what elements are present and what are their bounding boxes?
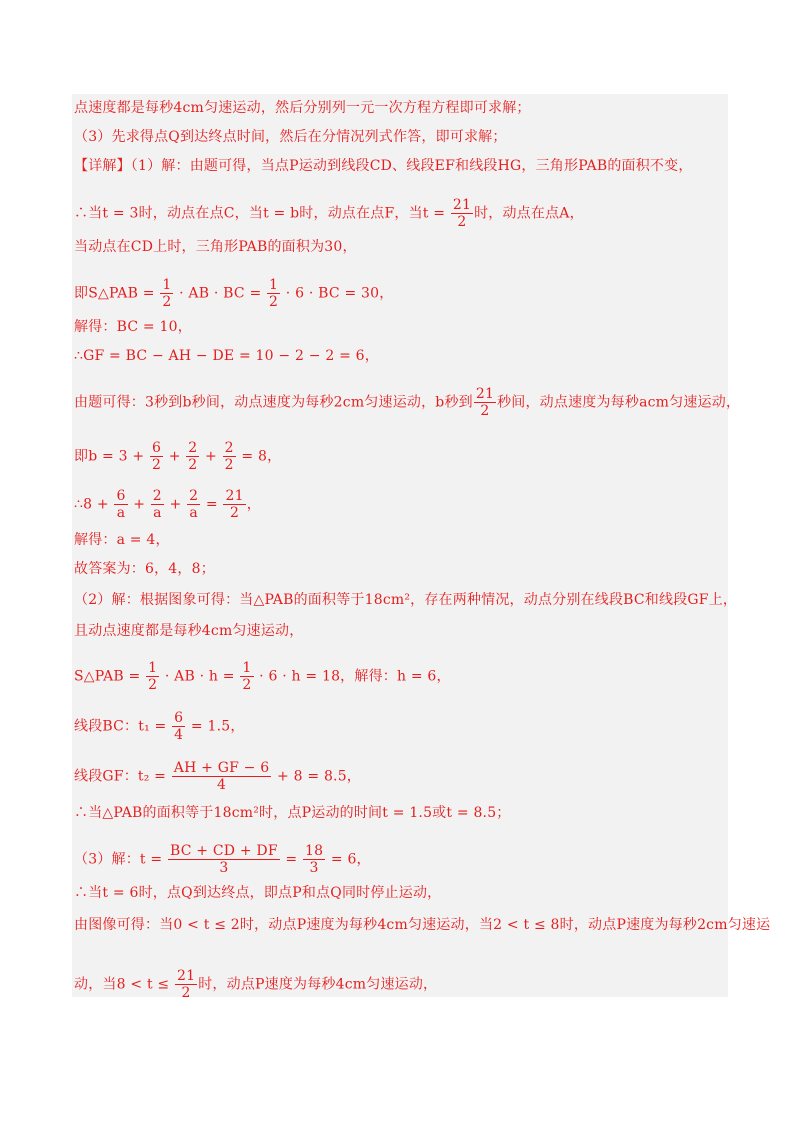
solution-line-19: ∴当△PAB的面积等于18cm²时，点P运动的时间t = 1.5或t = 8.5； [74,805,511,821]
solution-line-9: 由题可得：3秒到b秒间，动点速度为每秒2cm匀速运动，b秒到 $\frac{21}{2}$ 秒间，动点速度为每秒acm匀速运动， [74,386,741,419]
solution-line-23: 动，当8 < t ≤ $\frac{21}{2}$ 时，动点P速度为每秒4cm匀速运动， [74,968,438,1001]
fraction: $\frac{21}{2}$ [177,968,196,1001]
solution-line-11: ∴8 + $\frac{6}{a}$ + $\frac{2}{a}$ + $\frac{2}{a}$ = $\frac{21}{2}$ ， [74,488,261,521]
solution-line-20: （3）解：t = $\frac{BC + CD + DF}{3}$ = $\frac{18}{3}$ = 6， [74,843,371,876]
solution-line-10: 即b = 3 + $\frac{6}{2}$ + $\frac{2}{2}$ + $\frac{2}{2}$ = 8， [74,440,282,473]
fraction: $\frac{6}{2}$ [151,440,162,473]
fraction: $\frac{6}{4}$ [174,710,184,743]
solution-line-18: 线段GF：t₂ = $\frac{AH + GF - 6}{4}$ + 8 = 8.5， [74,760,362,793]
solution-line-7: 解得：BC = 10， [74,319,192,335]
fraction: $\frac{BC + CD + DF}{3}$ [169,843,278,876]
fraction: $\frac{2}{2}$ [224,440,234,473]
fraction: $\frac{AH + GF - 6}{4}$ [173,760,270,793]
solution-line-6: 即S△PAB = $\frac{1}{2}$ · AB · BC = $\frac{1}{2}$ · 6 · BC = 30， [74,277,394,310]
fraction: $\frac{2}{2}$ [188,440,198,473]
solution-line-15: 且动点速度都是每秒4cm匀速运动， [74,623,304,639]
fraction: $\frac{21}{2}$ [475,386,495,419]
fraction: $\frac{21}{2}$ [225,488,244,521]
solution-line-3: 【详解】（1）解：由题可得，当点P运动到线段CD、线段EF和线段HG，三角形PAB的面积不变， [74,158,693,174]
solution-line-22: 由图像可得：当0 < t ≤ 2时，动点P速度为每秒4cm匀速运动，当2 < t ≤ 8时，动点P速度为每秒2cm匀速运 [74,917,771,933]
solution-line-2: （3）先求得点Q到达终点时间，然后在分情况列式作答，即可求解； [74,129,507,145]
fraction: $\frac{18}{3}$ [305,843,324,876]
fraction: $\frac{1}{2}$ [162,277,172,310]
fraction: $\frac{1}{2}$ [148,660,158,693]
solution-line-14: （2）解：根据图象可得：当△PAB的面积等于18cm²，存在两种情况，动点分别在线段BC和线段GF上， [74,592,738,608]
solution-line-21: ∴当t = 6时，点Q到达终点，即点P和点Q同时停止运动， [74,885,442,901]
solution-line-1: 点速度都是每秒4cm匀速运动，然后分别列一元一次方程方程即可求解； [74,100,531,116]
fraction: $\frac{1}{2}$ [242,660,252,693]
solution-line-13: 故答案为：6，4，8； [74,561,215,577]
solution-line-17: 线段BC：t₁ = $\frac{6}{4}$ = 1.5， [74,710,245,743]
solution-line-4: ∴当t = 3时，动点在点C，当t = b时，动点在点F，当t = $\frac{21}{2}$ 时，动点在点A， [74,197,584,230]
fraction: $\frac{2}{a}$ [152,488,162,521]
solution-line-16: S△PAB = $\frac{1}{2}$ · AB · h = $\frac{1}{2}$ · 6 · h = 18，解得：h = 6， [74,660,451,693]
fraction: $\frac{1}{2}$ [269,277,279,310]
fraction: $\frac{2}{a}$ [189,488,199,521]
solution-line-8: ∴GF = BC − AH − DE = 10 − 2 − 2 = 6， [74,348,379,364]
fraction: $\frac{21}{2}$ [452,197,472,230]
fraction: $\frac{6}{a}$ [116,488,126,521]
solution-line-5: 当动点在CD上时，三角形PAB的面积为30， [74,239,357,255]
solution-line-12: 解得：a = 4， [74,532,170,548]
